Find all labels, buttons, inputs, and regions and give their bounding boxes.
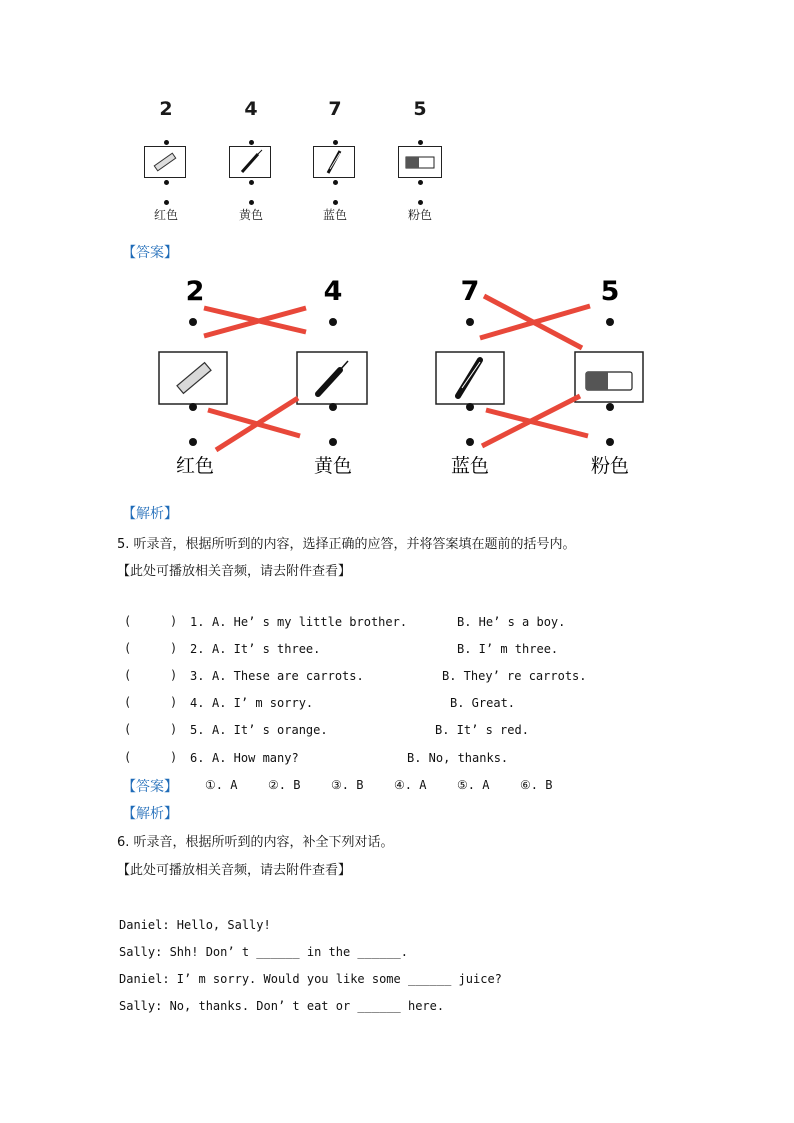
dialogue-line: Sally: Shh! Don’ t ______ in the ______.	[119, 945, 408, 959]
match-dot	[329, 403, 337, 411]
match-dot	[333, 200, 338, 205]
match-dot	[466, 318, 474, 326]
number-label: 4	[323, 276, 343, 307]
answer-value: ③. B	[331, 778, 364, 792]
pen-box	[229, 146, 271, 178]
match-dot	[189, 438, 197, 446]
match-dot	[466, 438, 474, 446]
ruler-box	[144, 146, 186, 178]
match-dot	[329, 438, 337, 446]
option-a: A. I’ m sorry.	[212, 696, 314, 710]
number-label: 7	[328, 98, 342, 120]
option-b: B. I’ m three.	[457, 642, 559, 656]
item-number: 4.	[190, 696, 205, 710]
match-dot	[418, 200, 423, 205]
answer-bracket-open: (	[124, 695, 132, 709]
match-dot	[466, 403, 474, 411]
answer-bracket-close: )	[170, 614, 178, 628]
question-6-title: 6. 听录音，根据所听到的内容，补全下列对话。	[117, 835, 394, 850]
answer-tag: 【答案】	[122, 245, 178, 261]
option-b: B. It’ s red.	[435, 723, 529, 737]
dialogue-line: Daniel: Hello, Sally!	[119, 918, 271, 932]
answer-bracket-close: )	[170, 641, 178, 655]
dialogue-line: Daniel: I’ m sorry. Would you like some ______ juice?	[119, 972, 502, 986]
match-dot	[189, 318, 197, 326]
answer-bracket-close: )	[170, 695, 178, 709]
pencil-icon	[314, 147, 354, 177]
question-matching-figure	[136, 96, 456, 226]
eraser-icon	[399, 147, 441, 177]
audio-note: 【此处可播放相关音频，请去附件查看】	[117, 863, 352, 878]
match-dot	[249, 180, 254, 185]
option-a: A. These are carrots.	[212, 669, 364, 683]
audio-note: 【此处可播放相关音频，请去附件查看】	[117, 564, 352, 579]
question-5-title: 5. 听录音，根据所听到的内容，选择正确的应答，并将答案填在题前的括号内。	[117, 537, 576, 552]
option-b: B. Great.	[450, 696, 516, 710]
match-dot	[606, 438, 614, 446]
color-label: 黄色	[238, 208, 263, 222]
item-number: 5.	[190, 723, 205, 737]
item-number: 2.	[190, 642, 205, 656]
number-label: 5	[413, 98, 427, 120]
match-dot	[418, 180, 423, 185]
answer-bracket-open: (	[124, 614, 132, 628]
match-dot	[329, 318, 337, 326]
match-dot	[249, 200, 254, 205]
number-label: 4	[244, 98, 258, 120]
answer-bracket-close: )	[170, 668, 178, 682]
match-dot	[606, 318, 614, 326]
item-number: 1.	[190, 615, 205, 629]
option-b: B. No, thanks.	[407, 751, 509, 765]
color-label: 红色	[153, 208, 178, 222]
match-dot	[418, 140, 423, 145]
answer-bracket-close: )	[170, 722, 178, 736]
color-label: 黄色	[313, 455, 353, 477]
answer-bracket-open: (	[124, 722, 132, 736]
pencil-box	[313, 146, 355, 178]
answer-value: ④. A	[394, 778, 427, 792]
match-line	[486, 410, 588, 436]
number-label: 7	[460, 276, 480, 307]
color-label: 红色	[175, 455, 215, 477]
item-number: 3.	[190, 669, 205, 683]
match-dot	[333, 140, 338, 145]
pen-icon	[230, 147, 270, 177]
answer-bracket-close: )	[170, 750, 178, 764]
number-label: 5	[600, 276, 620, 307]
color-label: 蓝色	[450, 455, 490, 477]
answer-bracket-open: (	[124, 668, 132, 682]
color-label: 蓝色	[322, 208, 347, 222]
number-label: 2	[159, 98, 173, 120]
match-line	[216, 398, 298, 450]
option-a: A. It’ s three.	[212, 642, 321, 656]
option-a: A. How many?	[212, 751, 299, 765]
answer-value: ①. A	[205, 778, 238, 792]
dialogue-line: Sally: No, thanks. Don’ t eat or ______ here.	[119, 999, 445, 1013]
answer-matching-figure	[150, 270, 650, 485]
eraser-box	[398, 146, 442, 178]
ruler-icon	[145, 147, 185, 177]
answer-bracket-open: (	[124, 750, 132, 764]
answer-value: ⑥. B	[520, 778, 553, 792]
answer-value: ②. B	[268, 778, 301, 792]
color-label: 粉色	[407, 208, 432, 222]
match-dot	[164, 180, 169, 185]
q5-answer-tag: 【答案】	[122, 779, 178, 795]
match-dot	[189, 403, 197, 411]
q5-analysis-tag: 【解析】	[122, 806, 178, 822]
match-line	[484, 296, 582, 348]
match-dot	[164, 140, 169, 145]
color-label: 粉色	[590, 455, 630, 477]
eraser-icon	[586, 372, 632, 390]
answer-value: ⑤. A	[457, 778, 490, 792]
answer-bracket-open: (	[124, 641, 132, 655]
option-b: B. They’ re carrots.	[442, 669, 587, 683]
match-dot	[606, 403, 614, 411]
analysis-tag: 【解析】	[122, 506, 178, 522]
option-a: A. He’ s my little brother.	[212, 615, 408, 629]
item-number: 6.	[190, 751, 205, 765]
match-dot	[333, 180, 338, 185]
match-dot	[249, 140, 254, 145]
number-label: 2	[185, 276, 205, 307]
option-b: B. He’ s a boy.	[457, 615, 566, 629]
match-dot	[164, 200, 169, 205]
option-a: A. It’ s orange.	[212, 723, 328, 737]
